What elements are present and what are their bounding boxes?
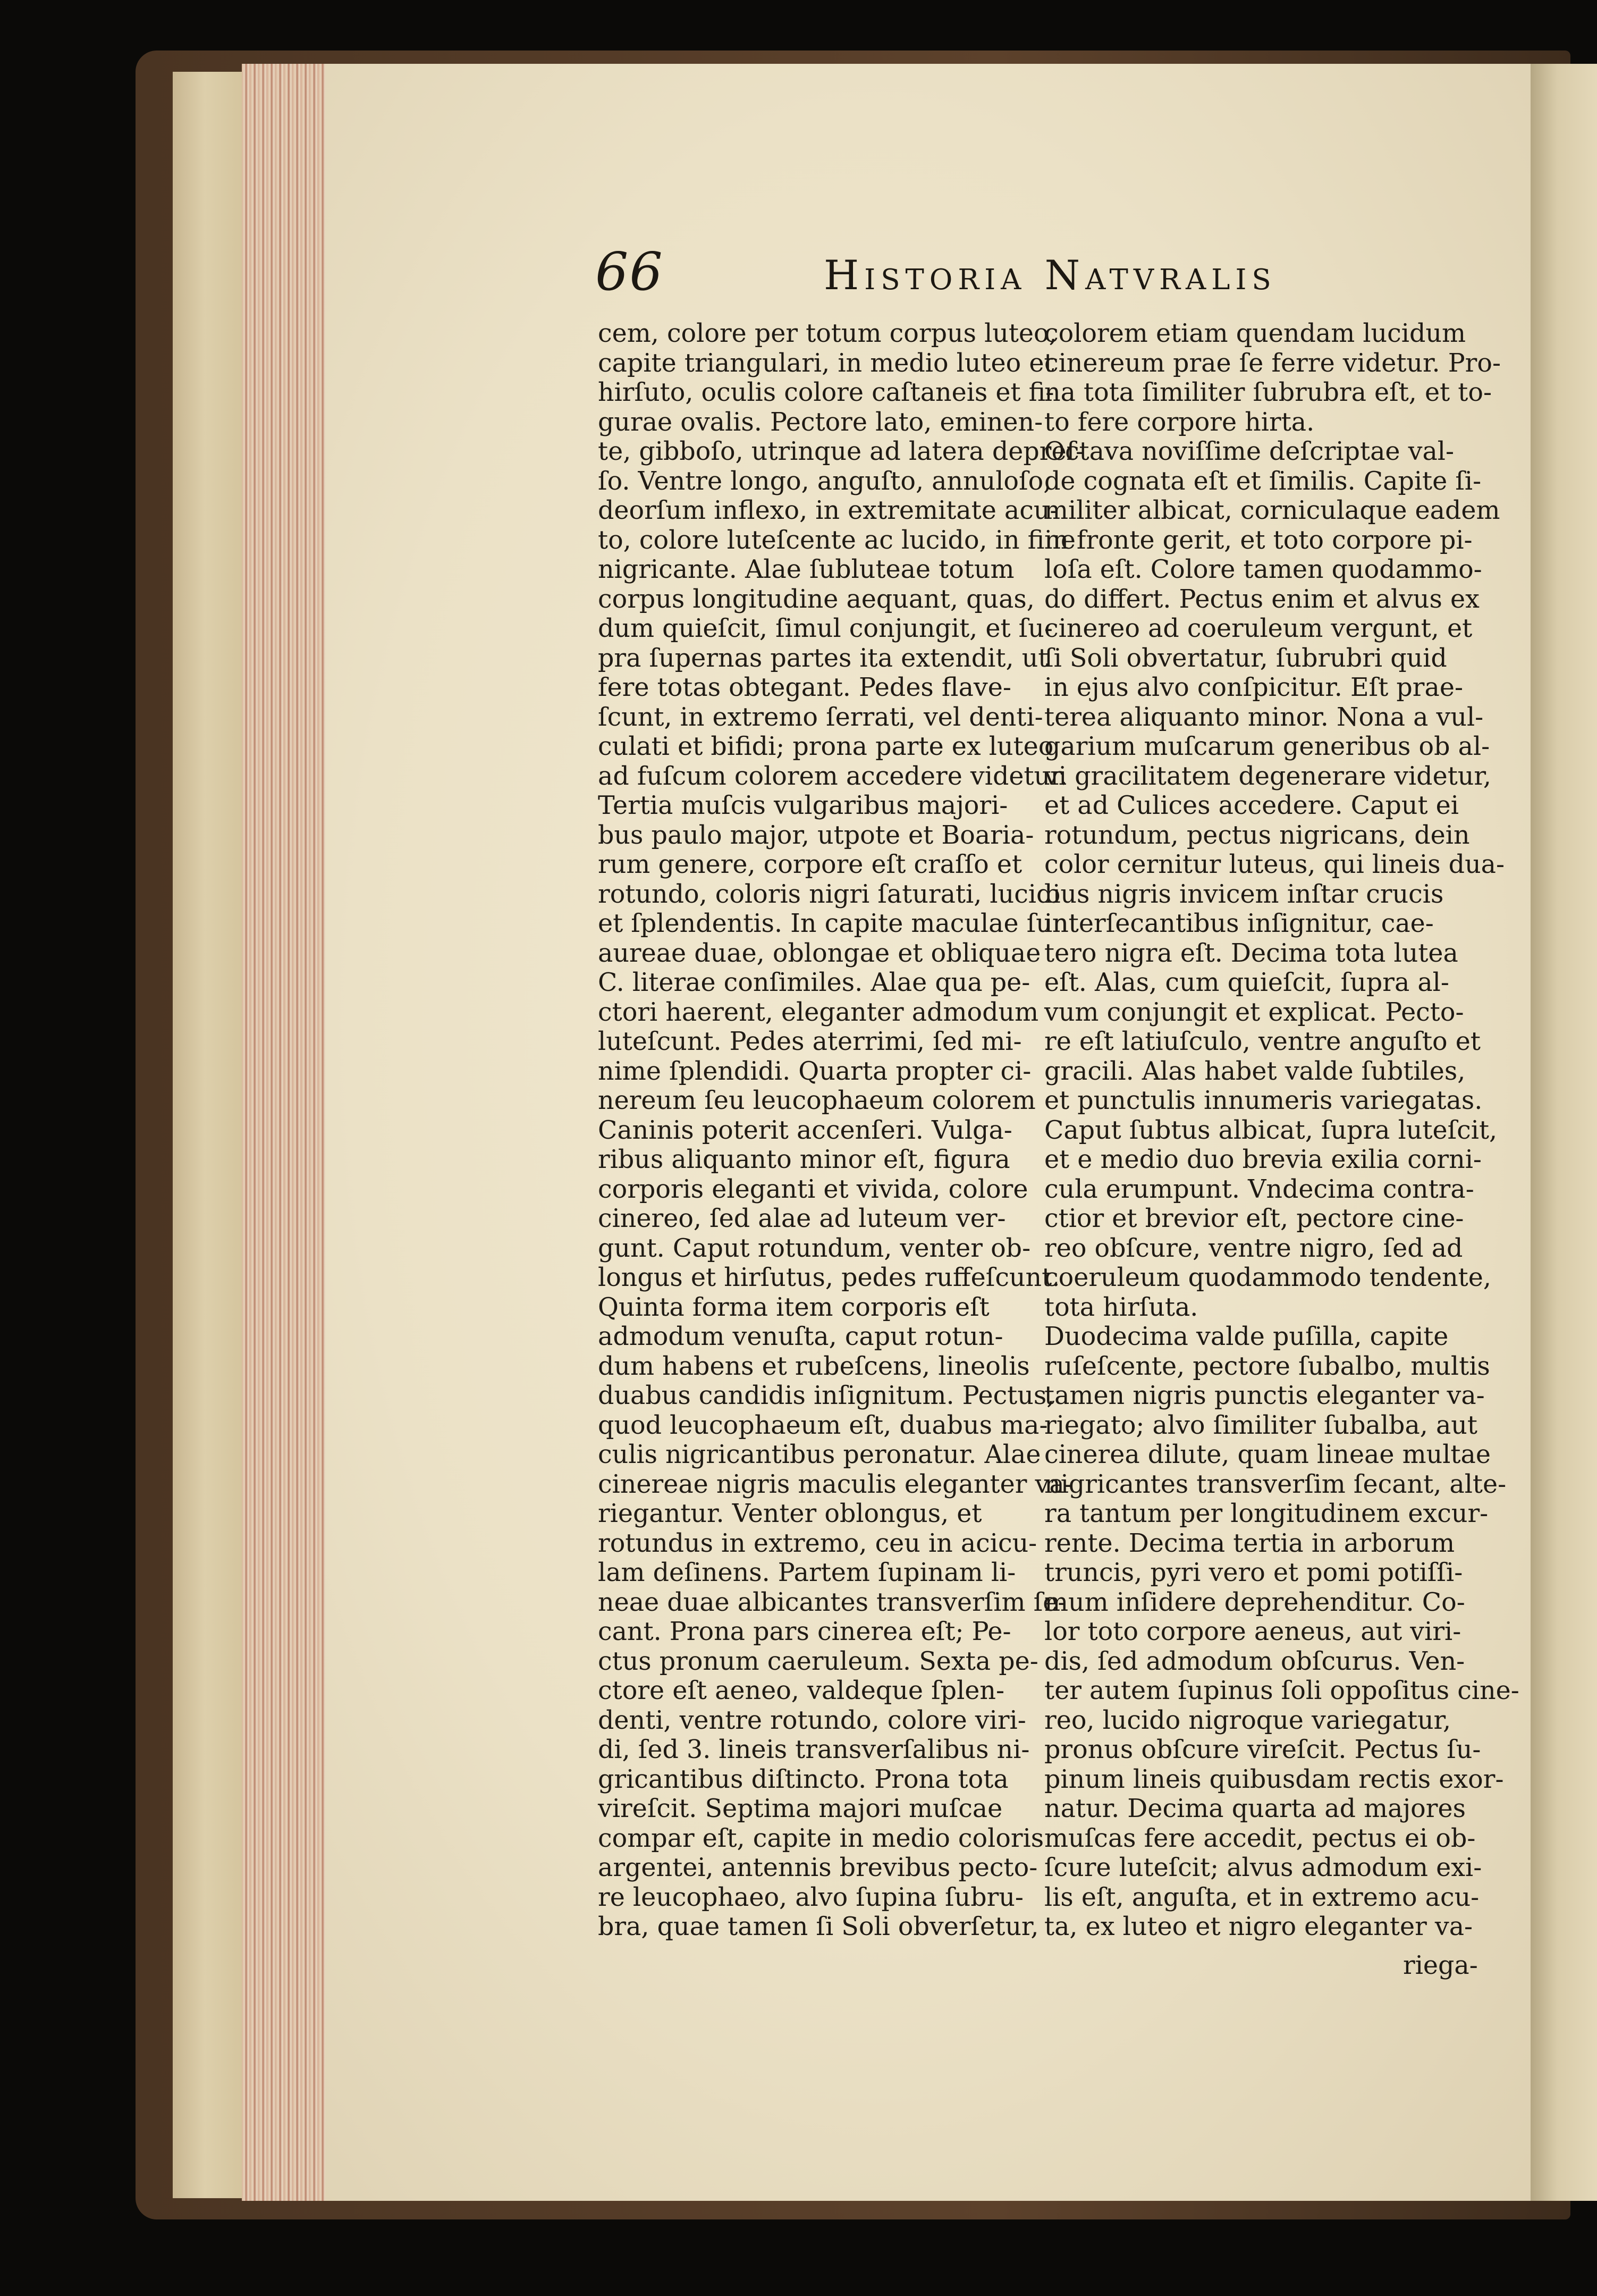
- text-line: ribus aliquanto minor eſt, figura: [598, 1145, 1010, 1174]
- page-header: [595, 242, 1286, 306]
- text-line: in ejus alvo conſpicitur. Eſt prae-: [1044, 673, 1463, 702]
- text-line: vum conjungit et explicat. Pecto-: [1044, 997, 1464, 1027]
- text-line: riegato; alvo ſimiliter ſubalba, aut: [1044, 1410, 1477, 1440]
- text-line: coeruleum quodammodo tendente,: [1044, 1263, 1491, 1292]
- text-line: et punctulis innumeris variegatas.: [1044, 1086, 1483, 1115]
- text-line: pronus obſcure vireſcit. Pectus ſu-: [1044, 1735, 1481, 1764]
- text-line: cinereo, ſed alae ad luteum ver-: [598, 1204, 1006, 1233]
- text-line: ra tantum per longitudinem excur-: [1044, 1499, 1489, 1528]
- text-line: ſcunt, in extremo ſerrati, vel denti-: [598, 702, 1043, 732]
- text-line: ſi Soli obvertatur, ſubrubri quid: [1044, 643, 1447, 673]
- text-line: dum habens et rubeſcens, lineolis: [598, 1351, 1030, 1381]
- text-line: ſcure luteſcit; alvus admodum exi-: [1044, 1853, 1482, 1882]
- text-line: neae duae albicantes transverſim ſe-: [598, 1587, 1067, 1617]
- text-line: ſo. Ventre longo, anguſto, annuloſo,: [598, 466, 1052, 496]
- text-line: rum genere, corpore eſt craſſo et: [598, 850, 1023, 879]
- text-line: colorem etiam quendam lucidum: [1044, 319, 1466, 348]
- text-line: corpus longitudine aequant, quas,: [598, 584, 1035, 614]
- text-line: color cernitur luteus, qui lineis dua-: [1044, 850, 1505, 879]
- text-line: to, colore luteſcente ac lucido, in fine: [598, 525, 1076, 555]
- text-line: truncis, pyri vero et pomi potiſſi-: [1044, 1558, 1463, 1587]
- text-line: corporis eleganti et vivida, colore: [598, 1174, 1028, 1204]
- text-line: re eſt latiuſculo, ventre anguſto et: [1044, 1027, 1481, 1056]
- text-line: bus paulo major, utpote et Boaria-: [598, 820, 1034, 850]
- text-line: garium muſcarum generibus ob al-: [1044, 732, 1490, 761]
- text-line: Caput ſubtus albicat, ſupra luteſcit,: [1044, 1115, 1498, 1145]
- text-line: longus et hirſutus, pedes ruffeſcunt.: [598, 1263, 1060, 1292]
- text-line: gurae ovalis. Pectore lato, eminen-: [598, 407, 1043, 437]
- text-line: ctus pronum caeruleum. Sexta pe-: [598, 1646, 1038, 1676]
- text-line: pra ſupernas partes ita extendit, ut: [598, 643, 1049, 673]
- text-line: nereum ſeu leucophaeum colorem: [598, 1086, 1036, 1115]
- text-line: dum quieſcit, ſimul conjungit, et ſu-: [598, 614, 1053, 643]
- text-line: ad fuſcum colorem accedere videtur.: [598, 761, 1068, 791]
- text-line: dis, ſed admodum obſcurus. Ven-: [1044, 1646, 1465, 1676]
- text-line: cem, colore per totum corpus luteo,: [598, 319, 1057, 348]
- text-line: denti, ventre rotundo, colore viri-: [598, 1705, 1026, 1735]
- text-line: ta, ex luteo et nigro eleganter va-: [1044, 1912, 1473, 1941]
- text-line: mum inſidere deprehenditur. Co-: [1044, 1587, 1465, 1617]
- text-line: cant. Prona pars cinerea eſt; Pe-: [598, 1617, 1011, 1646]
- text-line: tamen nigris punctis eleganter va-: [1044, 1381, 1485, 1410]
- text-line: deorſum inflexo, in extremitate acu-: [598, 496, 1059, 525]
- text-line: reo, lucido nigroque variegatur,: [1044, 1705, 1451, 1735]
- text-line: lis eſt, anguſta, et in extremo acu-: [1044, 1882, 1480, 1912]
- text-line: hirſuto, oculis colore caſtaneis et fi-: [598, 378, 1054, 407]
- page-number: 66: [595, 242, 664, 302]
- text-line: loſa eſt. Colore tamen quodammo-: [1044, 555, 1482, 584]
- text-line: tero nigra eſt. Decima tota lutea: [1044, 938, 1458, 968]
- text-line: gracili. Alas habet valde ſubtiles,: [1044, 1056, 1466, 1086]
- text-line: duabus candidis inſignitum. Pectus,: [598, 1381, 1055, 1410]
- catchword: riega-: [1403, 1951, 1478, 1980]
- text-line: gricantibus diſtincto. Prona tota: [598, 1764, 1009, 1794]
- text-line: na tota ſimiliter ſubrubra eſt, et to-: [1044, 378, 1492, 407]
- text-line: nigricante. Alae ſubluteae totum: [598, 555, 1015, 584]
- text-line: ctori haerent, eleganter admodum: [598, 997, 1039, 1027]
- text-line: di, ſed 3. lineis transverſalibus ni-: [598, 1735, 1030, 1764]
- text-line: cinereo ad coeruleum vergunt, et: [1044, 614, 1473, 643]
- text-line: bra, quae tamen ſi Soli obverſetur,: [598, 1912, 1039, 1941]
- text-line: et e medio duo brevia exilia corni-: [1044, 1145, 1482, 1174]
- text-line: cinerea dilute, quam lineae multae: [1044, 1440, 1491, 1469]
- text-line: ctior et brevior eſt, pectore cine-: [1044, 1204, 1464, 1233]
- text-line: ter autem ſupinus ſoli oppoſitus cine-: [1044, 1676, 1519, 1705]
- text-line: nigricantes transverſim ſecant, alte-: [1044, 1469, 1507, 1499]
- text-line: aureae duae, oblongae et obliquae: [598, 938, 1041, 968]
- text-line: in fronte gerit, et toto corpore pi-: [1044, 525, 1473, 555]
- right-text-column: [1044, 319, 1519, 1942]
- text-line: terea aliquanto minor. Nona a vul-: [1044, 702, 1484, 732]
- text-line: reo obſcure, ventre nigro, ſed ad: [1044, 1233, 1463, 1263]
- text-line: C. literae conſimiles. Alae qua pe-: [598, 968, 1030, 997]
- running-title: Historia Natvralis: [824, 251, 1277, 299]
- text-line: capite triangulari, in medio luteo et: [598, 348, 1054, 378]
- text-line: compar eſt, capite in medio coloris: [598, 1823, 1044, 1853]
- text-line: quod leucophaeum eſt, duabus ma-: [598, 1410, 1048, 1440]
- text-line: rotundo, coloris nigri ſaturati, lucidi: [598, 879, 1061, 909]
- text-line: rotundum, pectus nigricans, dein: [1044, 820, 1470, 850]
- text-line: lam deſinens. Partem ſupinam li-: [598, 1558, 1016, 1587]
- text-line: rotundus in extremo, ceu in acicu-: [598, 1528, 1037, 1558]
- text-line: vireſcit. Septima majori muſcae: [598, 1794, 1003, 1823]
- text-line: muſcas fere accedit, pectus ei ob-: [1044, 1823, 1476, 1853]
- text-line: to fere corpore hirta.: [1044, 407, 1315, 437]
- text-line: gunt. Caput rotundum, venter ob-: [598, 1233, 1031, 1263]
- text-line: do differt. Pectus enim et alvus ex: [1044, 584, 1480, 614]
- text-line: luteſcunt. Pedes aterrimi, ſed mi-: [598, 1027, 1022, 1056]
- text-line: fere totas obtegant. Pedes flave-: [598, 673, 1011, 702]
- text-line: lor toto corpore aeneus, aut viri-: [1044, 1617, 1461, 1646]
- text-line: vi gracilitatem degenerare videtur,: [1044, 761, 1491, 791]
- text-line: culis nigricantibus peronatur. Alae: [598, 1440, 1041, 1469]
- text-line: culati et bifidi; prona parte ex luteo: [598, 732, 1054, 761]
- text-line: Quinta forma item corporis eſt: [598, 1292, 990, 1322]
- text-line: Duodecima valde puſilla, capite: [1044, 1322, 1449, 1351]
- text-line: pinum lineis quibusdam rectis exor-: [1044, 1764, 1504, 1794]
- text-line: argentei, antennis brevibus pecto-: [598, 1853, 1038, 1882]
- book-edge: [173, 72, 244, 2198]
- text-line: de cognata eſt et ſimilis. Capite ſi-: [1044, 466, 1482, 496]
- text-line: et ſplendentis. In capite maculae ſunt: [598, 909, 1079, 938]
- text-line: interſecantibus inſignitur, cae-: [1044, 909, 1434, 938]
- text-line: te, gibboſo, utrinque ad latera depreſ-: [598, 437, 1085, 466]
- text-line: militer albicat, corniculaque eadem: [1044, 496, 1500, 525]
- page-edges: [242, 64, 327, 2201]
- text-line: ctore eſt aeneo, valdeque ſplen-: [598, 1676, 1005, 1705]
- facing-page-edge: [1531, 64, 1597, 2201]
- text-line: Octava noviſſime deſcriptae val-: [1044, 437, 1455, 466]
- left-text-column: [598, 319, 1085, 1942]
- text-line: admodum venuſta, caput rotun-: [598, 1322, 1003, 1351]
- text-line: cinereae nigris maculis eleganter va-: [598, 1469, 1073, 1499]
- text-line: rente. Decima tertia in arborum: [1044, 1528, 1455, 1558]
- text-line: bus nigris invicem inſtar crucis: [1044, 879, 1444, 909]
- text-line: Tertia muſcis vulgaribus majori-: [598, 791, 1008, 820]
- text-line: natur. Decima quarta ad majores: [1044, 1794, 1466, 1823]
- text-line: eſt. Alas, cum quieſcit, ſupra al-: [1044, 968, 1449, 997]
- text-line: nime ſplendidi. Quarta propter ci-: [598, 1056, 1032, 1086]
- text-line: cinereum prae ſe ferre videtur. Pro-: [1044, 348, 1501, 378]
- text-line: et ad Culices accedere. Caput ei: [1044, 791, 1459, 820]
- text-line: cula erumpunt. Vndecima contra-: [1044, 1174, 1474, 1204]
- text-line: Caninis poterit accenſeri. Vulga-: [598, 1115, 1012, 1145]
- text-line: re leucophaeo, alvo ſupina ſubru-: [598, 1882, 1024, 1912]
- text-line: riegantur. Venter oblongus, et: [598, 1499, 982, 1528]
- text-line: tota hirſuta.: [1044, 1292, 1198, 1322]
- text-line: ruſeſcente, pectore ſubalbo, multis: [1044, 1351, 1490, 1381]
